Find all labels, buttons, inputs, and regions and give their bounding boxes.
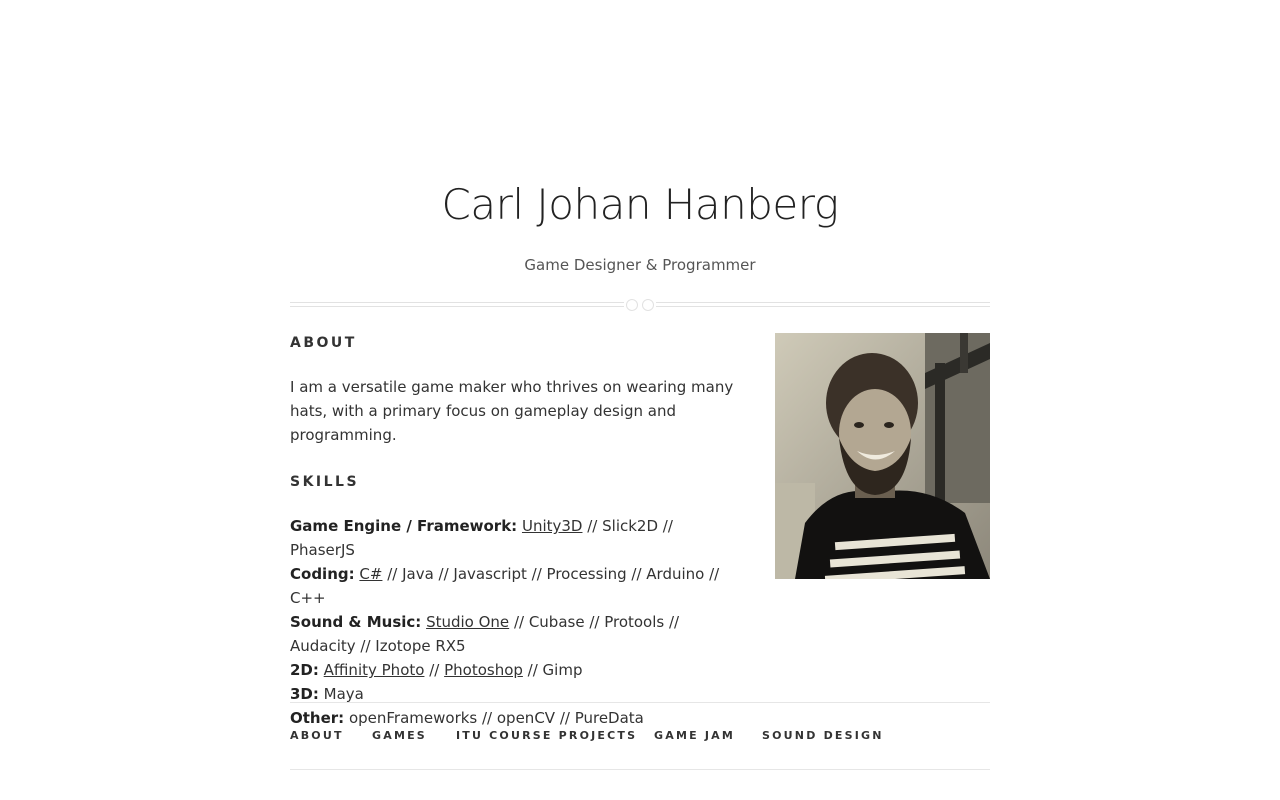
skill-category-label: Coding: bbox=[290, 565, 355, 583]
about-heading: ABOUT bbox=[290, 335, 357, 351]
skill-link[interactable]: Photoshop bbox=[444, 661, 523, 679]
profile-photo bbox=[775, 333, 990, 579]
ornamental-divider bbox=[290, 297, 990, 313]
skill-text: // Gimp bbox=[522, 661, 583, 679]
divider-line-left bbox=[290, 302, 624, 307]
skill-category-label: 3D: bbox=[290, 685, 319, 703]
portrait-image bbox=[775, 333, 990, 579]
skill-category-label: 2D: bbox=[290, 661, 319, 679]
skill-row bbox=[290, 658, 740, 682]
site-title: Carl Johan Hanberg bbox=[441, 180, 839, 229]
skill-link[interactable]: Studio One bbox=[426, 613, 510, 631]
nav-sound-design[interactable]: SOUND DESIGN bbox=[762, 729, 884, 742]
skill-link[interactable]: C# bbox=[359, 565, 383, 583]
skill-row bbox=[290, 562, 740, 610]
main-navigation bbox=[290, 702, 990, 770]
skill-text: // bbox=[424, 661, 445, 679]
skills-heading: SKILLS bbox=[290, 474, 360, 490]
skill-row bbox=[290, 610, 740, 658]
skill-text: openFrameworks // openCV // PureData bbox=[348, 709, 644, 727]
skill-link[interactable]: Affinity Photo bbox=[323, 661, 425, 679]
nav-about[interactable]: ABOUT bbox=[290, 729, 344, 742]
skill-row bbox=[290, 514, 740, 562]
skill-text: // Java // Javascript // Processing // Arduino // C++ bbox=[290, 565, 720, 607]
site-tagline: Game Designer & Programmer bbox=[524, 256, 756, 274]
divider-line-right bbox=[656, 302, 990, 307]
skill-text: Maya bbox=[323, 685, 364, 703]
skill-category-label: Other: bbox=[290, 709, 345, 727]
nav-itu-course-projects[interactable]: ITU COURSE PROJECTS bbox=[456, 729, 638, 742]
skill-link[interactable]: Unity3D bbox=[521, 517, 583, 535]
nav-game-jam[interactable]: GAME JAM bbox=[654, 729, 735, 742]
skill-category-label: Game Engine / Framework: bbox=[290, 517, 518, 535]
divider-dot bbox=[642, 299, 654, 311]
divider-dot bbox=[626, 299, 638, 311]
skill-text: // Slick2D // PhaserJS bbox=[290, 517, 673, 559]
skill-text: // Cubase // Protools // Audacity // Izotope RX5 bbox=[290, 613, 680, 655]
skill-category-label: Sound & Music: bbox=[290, 613, 422, 631]
about-text: I am a versatile game maker who thrives on wearing many hats, with a primary focus on gameplay design and programming. bbox=[290, 378, 734, 444]
nav-games[interactable]: GAMES bbox=[372, 729, 427, 742]
skills-list bbox=[290, 514, 740, 730]
